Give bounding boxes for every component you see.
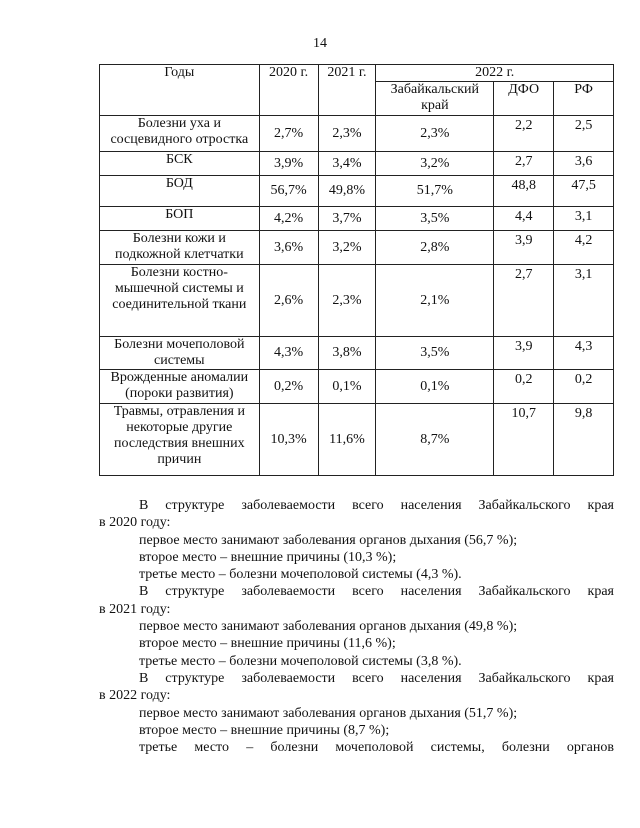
- paragraph-2022-year: в 2022 году:: [99, 688, 171, 704]
- paragraph-2020-year: в 2020 году:: [99, 515, 171, 531]
- list-item: первое место занимают заболевания органов дыхания (49,8 %);: [139, 619, 518, 635]
- disease-cell: БОП: [100, 207, 260, 231]
- value-dfo-cell: 3,9: [494, 231, 554, 265]
- value-rf-cell: 0,2: [554, 370, 614, 404]
- value-rf-cell: 9,8: [554, 404, 614, 476]
- disease-cell: Болезни костно-мышечной системы и соединительной ткани: [100, 265, 260, 337]
- value-2021-cell: 49,8%: [318, 176, 376, 207]
- list-item: третье место – болезни мочеполовой системы (3,8 %).: [139, 653, 462, 669]
- table-header-row: [100, 65, 614, 82]
- value-dfo-cell: 48,8: [494, 176, 554, 207]
- morbidity-table: [99, 64, 614, 476]
- value-region-cell: 0,1%: [376, 370, 494, 404]
- disease-cell: Болезни кожи и подкожной клетчатки: [100, 231, 260, 265]
- header-2020: 2020 г.: [259, 65, 318, 116]
- value-region-cell: 8,7%: [376, 404, 494, 476]
- list-item: третье место – болезни мочеполовой системы, болезни органов: [139, 740, 614, 756]
- table-body: [100, 116, 614, 476]
- list-item: первое место занимают заболевания органов дыхания (56,7 %);: [139, 532, 518, 548]
- value-2020-cell: 56,7%: [259, 176, 318, 207]
- value-dfo-cell: 2,2: [494, 116, 554, 152]
- table-row: [100, 404, 614, 476]
- list-item: второе место – внешние причины (8,7 %);: [139, 722, 390, 738]
- disease-cell: БСК: [100, 152, 260, 176]
- table-row: [100, 207, 614, 231]
- table-row: [100, 231, 614, 265]
- value-dfo-cell: 10,7: [494, 404, 554, 476]
- value-rf-cell: 4,3: [554, 337, 614, 370]
- table-row: [100, 116, 614, 152]
- value-dfo-cell: 4,4: [494, 207, 554, 231]
- header-rf: РФ: [554, 82, 614, 116]
- value-region-cell: 2,8%: [376, 231, 494, 265]
- value-2021-cell: 11,6%: [318, 404, 376, 476]
- list-item: третье место – болезни мочеполовой системы (4,3 %).: [139, 567, 462, 583]
- disease-cell: Болезни мочеполовой системы: [100, 337, 260, 370]
- value-2020-cell: 2,7%: [259, 116, 318, 152]
- value-rf-cell: 3,1: [554, 207, 614, 231]
- value-rf-cell: 3,6: [554, 152, 614, 176]
- value-dfo-cell: 2,7: [494, 152, 554, 176]
- value-2020-cell: 3,9%: [259, 152, 318, 176]
- value-2021-cell: 3,7%: [318, 207, 376, 231]
- value-region-cell: 3,5%: [376, 207, 494, 231]
- table-row: [100, 152, 614, 176]
- value-2020-cell: 0,2%: [259, 370, 318, 404]
- value-region-cell: 2,1%: [376, 265, 494, 337]
- table-row: [100, 265, 614, 337]
- value-2020-cell: 4,2%: [259, 207, 318, 231]
- value-region-cell: 51,7%: [376, 176, 494, 207]
- paragraph-2021-intro: В структуре заболеваемости всего населения Забайкальского края: [139, 584, 614, 600]
- value-dfo-cell: 2,7: [494, 265, 554, 337]
- value-region-cell: 3,5%: [376, 337, 494, 370]
- value-rf-cell: 3,1: [554, 265, 614, 337]
- page-number: 14: [313, 36, 327, 51]
- value-2021-cell: 2,3%: [318, 116, 376, 152]
- value-region-cell: 2,3%: [376, 116, 494, 152]
- table-row: [100, 337, 614, 370]
- value-rf-cell: 47,5: [554, 176, 614, 207]
- value-2021-cell: 3,4%: [318, 152, 376, 176]
- value-dfo-cell: 3,9: [494, 337, 554, 370]
- header-2022: 2022 г.: [376, 65, 614, 82]
- paragraph-2021-year: в 2021 году:: [99, 601, 171, 617]
- value-2021-cell: 3,2%: [318, 231, 376, 265]
- value-rf-cell: 2,5: [554, 116, 614, 152]
- disease-cell: БОД: [100, 176, 260, 207]
- value-2020-cell: 2,6%: [259, 265, 318, 337]
- paragraph-2022-intro: В структуре заболеваемости всего населения Забайкальского края: [139, 670, 614, 686]
- disease-cell: Травмы, отравления и некоторые другие последствия внешних причин: [100, 404, 260, 476]
- list-item: второе место – внешние причины (11,6 %);: [139, 636, 396, 652]
- list-item: второе место – внешние причины (10,3 %);: [139, 549, 397, 565]
- value-2020-cell: 10,3%: [259, 404, 318, 476]
- value-dfo-cell: 0,2: [494, 370, 554, 404]
- disease-cell: Болезни уха и сосцевидного отростка: [100, 116, 260, 152]
- table-row: [100, 370, 614, 404]
- value-2020-cell: 3,6%: [259, 231, 318, 265]
- value-2021-cell: 3,8%: [318, 337, 376, 370]
- paragraph-2020-intro: В структуре заболеваемости всего населения Забайкальского края: [139, 498, 614, 513]
- value-2020-cell: 4,3%: [259, 337, 318, 370]
- value-rf-cell: 4,2: [554, 231, 614, 265]
- header-region: Забайкальский край: [376, 82, 494, 116]
- list-item: первое место занимают заболевания органов дыхания (51,7 %);: [139, 705, 518, 721]
- value-2021-cell: 2,3%: [318, 265, 376, 337]
- body-text: [99, 497, 614, 756]
- header-years: Годы: [100, 65, 260, 116]
- header-dfo: ДФО: [494, 82, 554, 116]
- table-row: [100, 176, 614, 207]
- value-region-cell: 3,2%: [376, 152, 494, 176]
- header-2021: 2021 г.: [318, 65, 376, 116]
- value-2021-cell: 0,1%: [318, 370, 376, 404]
- disease-cell: Врожденные аномалии (пороки развития): [100, 370, 260, 404]
